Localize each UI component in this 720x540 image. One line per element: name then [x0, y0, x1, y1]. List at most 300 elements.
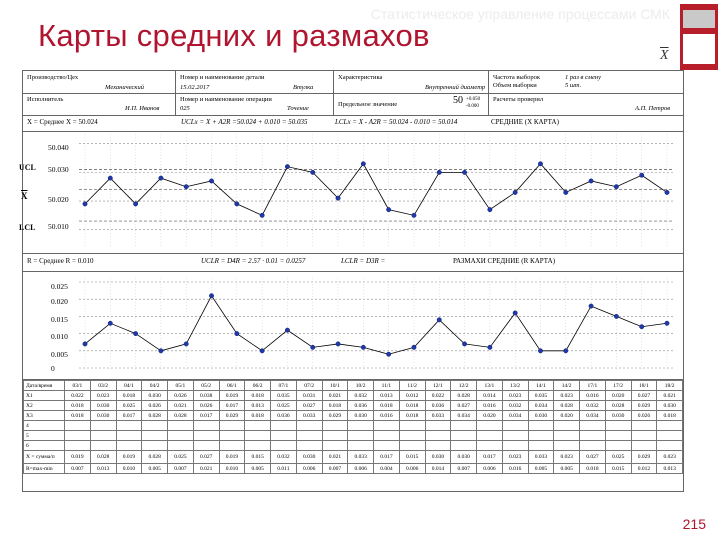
row-label: X2 [24, 401, 65, 411]
table-cell: 0.021 [168, 401, 194, 411]
table-cell [374, 421, 400, 431]
table-cell: 0.018 [65, 401, 91, 411]
table-cell: 10/1 [322, 381, 348, 391]
table-cell [554, 421, 580, 431]
table-cell: 0.030 [142, 391, 168, 401]
data-point [462, 342, 466, 346]
data-point [184, 342, 188, 346]
table-cell: 0.021 [193, 464, 219, 474]
row-label: X1 [24, 391, 65, 401]
sample-size-label: Объем выборки [493, 82, 537, 89]
data-point [235, 202, 239, 206]
data-point [209, 179, 213, 183]
operation-name: Точение [287, 105, 309, 112]
data-point [361, 345, 365, 349]
table-cell [168, 441, 194, 451]
r-lcl-formula: LCLR = D3R = [341, 257, 386, 265]
series-line [85, 296, 667, 354]
table-cell: 0.012 [631, 464, 657, 474]
sampling-frequency-value: 1 раз в смену [565, 74, 602, 81]
table-cell [399, 441, 425, 451]
table-cell: 07/2 [296, 381, 322, 391]
table-cell: 0.033 [528, 451, 554, 464]
nominal-value: 50 [453, 95, 463, 106]
table-cell: 0.015 [245, 451, 271, 464]
table-cell: 0.018 [399, 401, 425, 411]
x-bar-chart [23, 132, 683, 250]
table-cell: 0.022 [425, 391, 451, 401]
table-cell [374, 441, 400, 451]
table-cell: 12/2 [451, 381, 477, 391]
lcl-axis-label: LCL [19, 223, 36, 232]
x-mean-formula: X = Среднее X = 50.024 [27, 118, 98, 126]
table-cell [554, 431, 580, 441]
table-cell: 10/2 [348, 381, 374, 391]
table-cell: 06/1 [219, 381, 245, 391]
table-cell: 17/2 [605, 381, 631, 391]
table-cell: 0.023 [657, 451, 683, 464]
table-cell [502, 421, 528, 431]
table-cell: 0.018 [116, 391, 142, 401]
table-cell [168, 431, 194, 441]
table-cell: 0.030 [348, 411, 374, 421]
table-cell [193, 441, 219, 451]
table-cell [554, 441, 580, 451]
table-cell: 0.005 [142, 464, 168, 474]
table-cell: 0.026 [631, 411, 657, 421]
table-cell: 0.030 [451, 451, 477, 464]
data-point [108, 321, 112, 325]
table-cell [168, 421, 194, 431]
r-mean-formula: R = Среднее R = 0.010 [27, 257, 94, 265]
table-cell: 0.020 [605, 391, 631, 401]
table-cell [528, 431, 554, 441]
r-ucl-formula: UCLR = D4R = 2.57 · 0.01 = 0.0257 [201, 257, 306, 265]
table-cell [296, 421, 322, 431]
table-cell: 0.019 [219, 451, 245, 464]
data-point [462, 170, 466, 174]
table-cell [631, 431, 657, 441]
table-cell: 0.016 [477, 401, 503, 411]
table-cell: 0.038 [193, 391, 219, 401]
table-cell: 0.030 [296, 451, 322, 464]
table-cell [65, 421, 91, 431]
table-cell: 0.034 [580, 411, 606, 421]
table-cell [322, 431, 348, 441]
table-cell: 0.028 [451, 391, 477, 401]
table-row-x2 [24, 401, 683, 411]
table-cell [348, 421, 374, 431]
table-cell: 0.025 [605, 451, 631, 464]
table-cell: 0.030 [90, 411, 116, 421]
x-ytick-label: 50.040 [48, 143, 69, 152]
data-point [184, 185, 188, 189]
table-cell: 0.018 [245, 411, 271, 421]
table-cell: 0.018 [580, 464, 606, 474]
table-cell: 0.005 [245, 464, 271, 474]
production-label: Производство/Цех [27, 74, 79, 81]
table-row-means [24, 451, 683, 464]
table-cell: 0.005 [528, 464, 554, 474]
table-cell [605, 431, 631, 441]
table-cell: 0.032 [502, 401, 528, 411]
table-cell: 0.007 [168, 464, 194, 474]
table-cell: 13/1 [477, 381, 503, 391]
table-cell [451, 421, 477, 431]
table-cell: 0.026 [168, 391, 194, 401]
table-cell [245, 421, 271, 431]
table-cell: 0.028 [554, 401, 580, 411]
table-cell [477, 431, 503, 441]
table-cell [605, 421, 631, 431]
table-cell [116, 431, 142, 441]
operation-number: 025 [180, 105, 190, 112]
table-cell: 0.021 [322, 451, 348, 464]
production-value: Механический [105, 84, 144, 91]
table-cell: 0.030 [90, 401, 116, 411]
limits-label: Предельное значение [338, 101, 398, 108]
table-cell [90, 421, 116, 431]
table-cell [580, 441, 606, 451]
table-cell: 0.019 [65, 451, 91, 464]
table-cell: 0.031 [296, 391, 322, 401]
table-cell [142, 441, 168, 451]
table-cell: 0.027 [193, 451, 219, 464]
table-cell: 0.007 [322, 464, 348, 474]
table-cell: 0.021 [657, 391, 683, 401]
data-point [639, 173, 643, 177]
row-label: R=max-min [24, 464, 65, 474]
table-cell: 0.022 [65, 391, 91, 401]
table-cell: 0.011 [271, 464, 297, 474]
row-label: Дата/время [24, 381, 65, 391]
upper-tolerance: +0.050 [466, 97, 481, 102]
table-cell: 0.030 [657, 401, 683, 411]
characteristic-label: Характеристика [338, 74, 383, 81]
measurements-table [23, 380, 683, 474]
data-point [159, 176, 163, 180]
center-axis-label: $\overline{X}$ [21, 191, 28, 201]
data-point [513, 311, 517, 315]
ucl-axis-label: UCL [19, 163, 36, 172]
table-cell: 0.006 [296, 464, 322, 474]
table-cell: 0.016 [502, 464, 528, 474]
table-cell: 0.026 [193, 401, 219, 411]
table-cell [322, 421, 348, 431]
table-cell [399, 431, 425, 441]
table-cell [477, 441, 503, 451]
data-point [159, 349, 163, 353]
table-cell [425, 441, 451, 451]
table-cell: 0.019 [219, 391, 245, 401]
table-cell [528, 441, 554, 451]
form-header [23, 71, 683, 132]
table-cell: 0.016 [374, 411, 400, 421]
table-cell: 0.033 [348, 451, 374, 464]
table-cell: 0.013 [657, 464, 683, 474]
table-cell [580, 431, 606, 441]
table-cell [348, 441, 374, 451]
operation-label: Номер и наименование операции [180, 96, 272, 103]
table-cell: 0.025 [271, 401, 297, 411]
data-point [133, 331, 137, 335]
table-cell: 14/1 [528, 381, 554, 391]
table-cell [631, 421, 657, 431]
table-cell [296, 431, 322, 441]
table-cell: 0.017 [219, 401, 245, 411]
x-ytick-label: 50.030 [48, 165, 69, 174]
table-cell: 0.027 [631, 391, 657, 401]
data-point [614, 185, 618, 189]
table-cell: 0.030 [425, 451, 451, 464]
table-cell: 0.005 [554, 464, 580, 474]
data-point [639, 325, 643, 329]
table-cell: 05/1 [168, 381, 194, 391]
part-number-label: Номер и наименование детали [180, 74, 265, 81]
sampling-frequency-label: Частота выборок [493, 74, 540, 81]
data-point [336, 342, 340, 346]
table-cell: 14/2 [554, 381, 580, 391]
data-point [412, 345, 416, 349]
table-row-dates [24, 381, 683, 391]
table-cell [657, 431, 683, 441]
table-cell: 03/2 [90, 381, 116, 391]
table-cell [425, 431, 451, 441]
lower-tolerance: -0.000 [466, 104, 479, 109]
table-cell: 0.034 [502, 411, 528, 421]
table-cell: 0.032 [580, 401, 606, 411]
table-cell [193, 421, 219, 431]
table-cell: 0.012 [399, 391, 425, 401]
sample-size-value: 5 шт. [565, 82, 582, 89]
table-cell: 0.013 [374, 391, 400, 401]
table-cell: 0.006 [477, 464, 503, 474]
data-point [83, 202, 87, 206]
table-cell [657, 441, 683, 451]
part-number-value: 15.02.2017 [180, 84, 210, 91]
table-cell [271, 421, 297, 431]
table-cell: 0.018 [374, 401, 400, 411]
data-point [589, 304, 593, 308]
table-cell [580, 421, 606, 431]
table-cell [374, 431, 400, 441]
background-watermark-text: Статистическое управление процессами СМК [370, 6, 670, 22]
table-cell: 0.036 [348, 401, 374, 411]
table-row-ranges [24, 464, 683, 474]
row-label: 5 [24, 431, 65, 441]
data-point [564, 190, 568, 194]
table-cell: 18/1 [631, 381, 657, 391]
table-cell: 0.018 [245, 391, 271, 401]
table-cell: 0.014 [425, 464, 451, 474]
table-cell [451, 431, 477, 441]
table-cell [116, 441, 142, 451]
table-cell: 07/1 [271, 381, 297, 391]
table-cell: 0.034 [451, 411, 477, 421]
table-cell: 0.026 [142, 401, 168, 411]
table-cell: 0.004 [374, 464, 400, 474]
table-cell: 05/2 [193, 381, 219, 391]
table-cell: 0.025 [116, 401, 142, 411]
table-cell: 0.033 [296, 411, 322, 421]
table-cell: 0.033 [425, 411, 451, 421]
table-cell [271, 431, 297, 441]
calc-checked-value: А.П. Петров [635, 105, 671, 112]
x-ytick-label: 50.020 [48, 195, 69, 204]
data-point [437, 318, 441, 322]
row-label: 4 [24, 421, 65, 431]
data-point [311, 345, 315, 349]
table-cell: 0.029 [631, 401, 657, 411]
data-point [260, 349, 264, 353]
table-cell [219, 421, 245, 431]
characteristic-value: Внутренний диаметр [425, 84, 486, 91]
table-cell [631, 441, 657, 451]
table-cell: 0.018 [657, 411, 683, 421]
table-cell: 0.013 [90, 464, 116, 474]
data-point [386, 352, 390, 356]
table-cell: 0.016 [580, 391, 606, 401]
data-point [564, 349, 568, 353]
table-cell: 0.018 [65, 411, 91, 421]
r-chart-title: РАЗМАХИ СРЕДНИЕ (R КАРТА) [453, 257, 556, 265]
table-cell: 11/1 [374, 381, 400, 391]
data-point [538, 349, 542, 353]
data-point [209, 294, 213, 298]
table-cell: 0.023 [554, 451, 580, 464]
table-cell: 0.007 [451, 464, 477, 474]
table-cell: 0.021 [322, 391, 348, 401]
table-row-empty [24, 441, 683, 451]
data-point [361, 162, 365, 166]
table-cell [296, 441, 322, 451]
table-cell: 0.019 [116, 451, 142, 464]
table-cell: 12/1 [425, 381, 451, 391]
data-point [437, 170, 441, 174]
table-cell: 0.029 [322, 411, 348, 421]
r-ytick-label: 0.005 [51, 350, 68, 359]
row-label: 6 [24, 441, 65, 451]
table-cell [348, 431, 374, 441]
table-cell: 0.023 [502, 451, 528, 464]
table-cell: 18/2 [657, 381, 683, 391]
table-cell: 17/1 [580, 381, 606, 391]
x-lcl-formula: LCLx = X - A2R = 50.024 - 0.010 = 50.014 [335, 118, 458, 126]
table-cell: 0.030 [528, 411, 554, 421]
table-cell: 03/1 [65, 381, 91, 391]
data-point [538, 162, 542, 166]
table-cell [245, 441, 271, 451]
row-label: X = сумма/п [24, 451, 65, 464]
table-cell [399, 421, 425, 431]
data-point [285, 328, 289, 332]
table-cell [90, 431, 116, 441]
r-ytick-label: 0.015 [51, 315, 68, 324]
data-point [108, 176, 112, 180]
table-cell: 0.028 [168, 411, 194, 421]
table-cell: 06/2 [245, 381, 271, 391]
table-cell [65, 431, 91, 441]
table-cell: 11/2 [399, 381, 425, 391]
range-chart [23, 276, 683, 376]
executor-label: Исполнитель [27, 96, 64, 103]
table-cell: 0.018 [399, 411, 425, 421]
table-cell: 0.023 [554, 391, 580, 401]
table-cell: 0.023 [90, 391, 116, 401]
table-cell [657, 421, 683, 431]
table-cell: 0.032 [348, 391, 374, 401]
data-point [235, 331, 239, 335]
row-label: X3 [24, 411, 65, 421]
table-row-empty [24, 421, 683, 431]
table-row-x3 [24, 411, 683, 421]
table-cell: 0.036 [271, 411, 297, 421]
calc-checked-label: Расчеты проверил [493, 96, 544, 103]
x-bar-symbol: $\overline{X}$ [660, 48, 669, 63]
data-point [133, 202, 137, 206]
data-point [488, 345, 492, 349]
table-cell [142, 421, 168, 431]
executor-value: И.П. Иванов [125, 105, 160, 112]
table-cell: 0.023 [502, 391, 528, 401]
table-cell: 0.034 [528, 401, 554, 411]
table-cell: 0.025 [168, 451, 194, 464]
data-point [589, 179, 593, 183]
data-point [336, 196, 340, 200]
table-cell [90, 441, 116, 451]
table-cell: 0.028 [90, 451, 116, 464]
table-cell [142, 431, 168, 441]
table-cell: 0.036 [425, 401, 451, 411]
data-point [260, 213, 264, 217]
table-cell [271, 441, 297, 451]
r-ytick-label: 0.020 [51, 297, 68, 306]
data-point [488, 207, 492, 211]
data-point [83, 342, 87, 346]
part-name-value: Втулка [293, 84, 314, 91]
table-row-x1 [24, 391, 683, 401]
table-row-empty [24, 431, 683, 441]
slide-title: Карты средних и размахов [38, 18, 430, 53]
table-cell: 0.030 [605, 411, 631, 421]
table-cell [502, 441, 528, 451]
table-cell: 0.006 [348, 464, 374, 474]
table-cell: 0.017 [193, 411, 219, 421]
table-cell: 0.035 [271, 391, 297, 401]
data-point [513, 190, 517, 194]
table-cell: 0.017 [116, 411, 142, 421]
table-cell [219, 441, 245, 451]
x-ucl-formula: UCLx = X + A2R =50.024 + 0.010 = 50.035 [181, 118, 308, 126]
table-cell: 0.010 [116, 464, 142, 474]
table-cell: 0.020 [477, 411, 503, 421]
table-cell: 0.029 [219, 411, 245, 421]
table-cell [322, 441, 348, 451]
table-cell: 0.010 [219, 464, 245, 474]
table-cell [451, 441, 477, 451]
data-point [311, 170, 315, 174]
table-cell [528, 421, 554, 431]
data-point [665, 190, 669, 194]
data-point [386, 207, 390, 211]
table-cell: 0.029 [631, 451, 657, 464]
table-cell: 0.020 [554, 411, 580, 421]
table-cell [193, 431, 219, 441]
table-cell: 0.017 [477, 451, 503, 464]
control-chart-form [19, 70, 684, 492]
data-point [412, 213, 416, 217]
table-cell: 13/2 [502, 381, 528, 391]
